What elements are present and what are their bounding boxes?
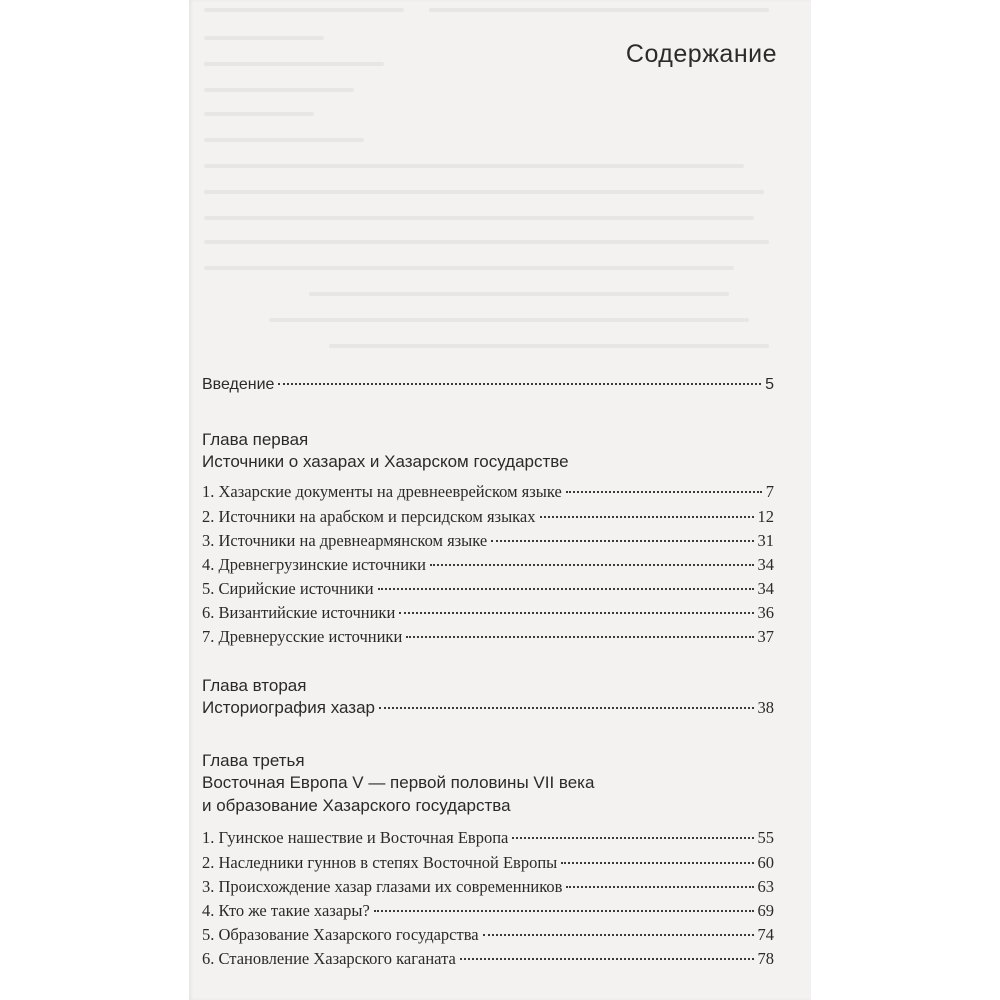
toc-entry-page: 69 xyxy=(757,901,774,920)
leader-dots xyxy=(491,540,753,542)
toc-entry xyxy=(202,555,774,575)
leader-dots xyxy=(374,910,754,912)
book-page xyxy=(189,0,811,1000)
toc-entry-label: 7. Древнерусские источники xyxy=(202,627,403,646)
leader-dots xyxy=(483,934,754,936)
chapter-title: Источники о хазарах и Хазарском государстве xyxy=(202,452,569,471)
toc-entry-page: 34 xyxy=(757,579,774,598)
toc-entry xyxy=(202,828,774,848)
chapter-title: Восточная Европа V — первой половины VII века xyxy=(202,773,595,792)
toc-entry-label: 6. Становление Хазарского каганата xyxy=(202,949,456,968)
toc-entry-page: 74 xyxy=(757,925,774,944)
toc-entry xyxy=(202,603,774,623)
toc-entry-page: 60 xyxy=(757,853,774,872)
toc-entry-page: 12 xyxy=(757,507,774,526)
toc-entry-page: 36 xyxy=(757,603,774,622)
toc-entry-page: 34 xyxy=(757,555,774,574)
toc-entry-page: 63 xyxy=(757,877,774,896)
leader-dots xyxy=(566,491,762,493)
toc-entry-label: 3. Происхождение хазар глазами их современников xyxy=(202,877,563,896)
toc-entry xyxy=(202,507,774,527)
leader-dots xyxy=(512,837,753,839)
leader-dots xyxy=(378,588,754,590)
toc-entry-label: 1. Гуинское нашествие и Восточная Европа xyxy=(202,828,509,847)
toc-entry-page: 55 xyxy=(757,828,774,847)
chapter-title: Историография хазар xyxy=(202,698,375,717)
toc-entry xyxy=(202,949,774,969)
leader-dots xyxy=(430,564,754,566)
chapter-title: и образование Хазарского государства xyxy=(202,796,511,815)
toc-entry-page: 38 xyxy=(757,698,774,717)
leader-dots xyxy=(540,516,754,518)
toc-entry-page: 37 xyxy=(757,627,774,646)
toc-entry-chapter-two xyxy=(202,698,774,718)
chapter-heading: Глава первая xyxy=(202,430,309,449)
chapter-heading: Глава третья xyxy=(202,751,305,770)
toc-entry-label: Введение xyxy=(202,376,275,393)
toc-entry xyxy=(202,482,774,502)
leader-dots xyxy=(278,383,761,385)
leader-dots xyxy=(406,636,753,638)
leader-dots xyxy=(379,707,754,709)
leader-dots xyxy=(399,612,753,614)
chapter-heading: Глава вторая xyxy=(202,676,307,695)
toc-entry xyxy=(202,579,774,599)
toc-entry xyxy=(202,877,774,897)
toc-entry-label: 2. Источники на арабском и персидском языках xyxy=(202,507,536,526)
toc-entry-page: 78 xyxy=(757,949,774,968)
leader-dots xyxy=(460,958,754,960)
toc-entry-label: 6. Византийские источники xyxy=(202,603,396,622)
toc-entry-page: 31 xyxy=(757,531,774,550)
toc-entry xyxy=(202,853,774,873)
toc-entry-label: 1. Хазарские документы на древнееврейском языке xyxy=(202,482,562,501)
toc-entry xyxy=(202,531,774,551)
toc-entry-introduction xyxy=(202,376,774,394)
toc-entry-label: 4. Кто же такие хазары? xyxy=(202,901,370,920)
toc-entry-label: 3. Источники на древнеармянском языке xyxy=(202,531,488,550)
toc-entry-label: 4. Древнегрузинские источники xyxy=(202,555,426,574)
leader-dots xyxy=(561,862,753,864)
toc-entry xyxy=(202,627,774,647)
leader-dots xyxy=(566,886,753,888)
page-title: Содержание xyxy=(625,40,777,68)
toc-entry-page: 5 xyxy=(765,376,774,393)
toc-entry-page: 7 xyxy=(765,482,774,501)
toc-entry xyxy=(202,925,774,945)
toc-entry-label: 2. Наследники гуннов в степях Восточной Европы xyxy=(202,853,558,872)
toc-entry-label: 5. Сирийские источники xyxy=(202,579,374,598)
toc-entry-label: 5. Образование Хазарского государства xyxy=(202,925,479,944)
toc-entry xyxy=(202,901,774,921)
